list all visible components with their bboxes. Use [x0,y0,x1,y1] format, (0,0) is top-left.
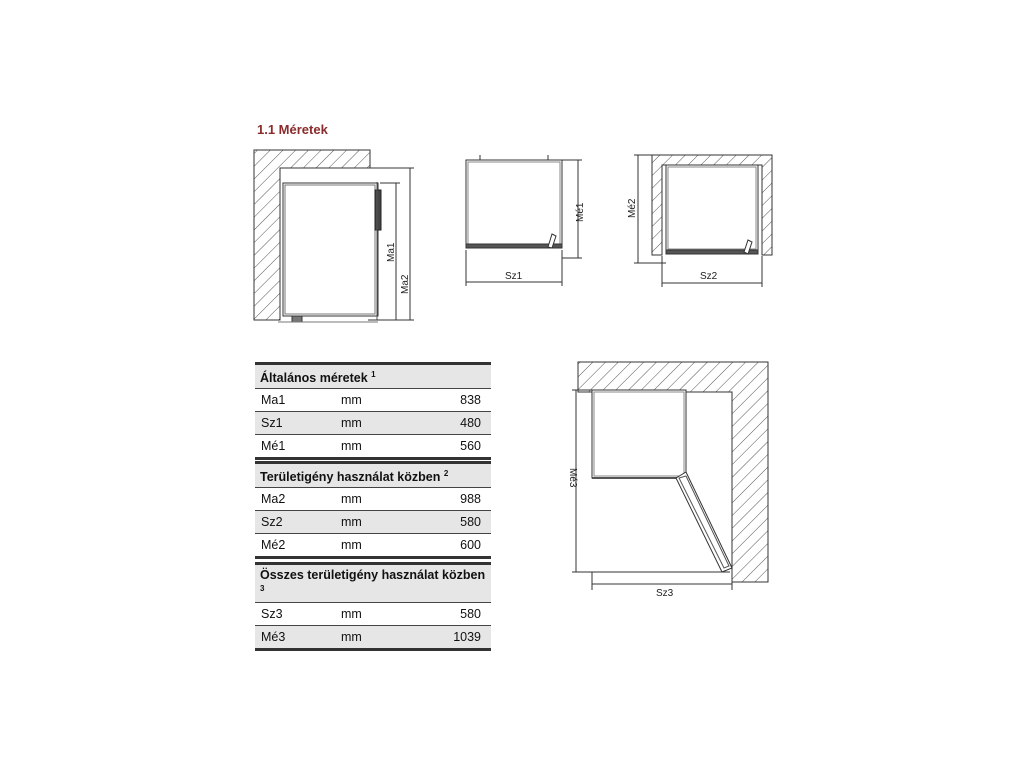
row-name: Sz1 [261,416,283,431]
table-row [255,602,491,625]
row-value: 580 [460,515,481,530]
row-name: Sz3 [261,607,283,622]
row-value: 1039 [453,630,481,645]
side-view-diagram [254,150,414,322]
label-me2: Mé2 [627,198,638,218]
row-value: 480 [460,416,481,431]
table-row [255,625,491,651]
table-heading [255,362,491,388]
label-sz2: Sz2 [700,271,718,282]
table-heading-text: Általános méretek [260,371,368,386]
general-dimensions-table [255,362,491,460]
table-row [255,411,491,434]
row-value: 988 [460,492,481,507]
door-open-diagram [572,362,768,590]
space-in-use-table [255,461,491,559]
row-value: 580 [460,607,481,622]
row-name: Mé3 [261,630,286,645]
table-heading-text: Összes területigény használat közben [260,568,486,582]
row-name: Ma2 [261,492,286,507]
row-unit: mm [341,630,362,645]
row-unit: mm [341,515,362,530]
row-name: Ma1 [261,393,286,408]
row-name: Sz2 [261,515,283,530]
total-space-table [255,562,491,651]
label-ma1: Ma1 [386,242,397,262]
row-unit: mm [341,439,362,454]
table-row [255,510,491,533]
label-sz1: Sz1 [505,271,523,282]
row-value: 838 [460,393,481,408]
table-row [255,487,491,510]
row-value: 560 [460,439,481,454]
row-unit: mm [341,416,362,431]
table-row [255,388,491,411]
table-row [255,434,491,460]
row-name: Mé2 [261,538,286,553]
label-me1: Mé1 [575,202,586,222]
top-view-closed-diagram [466,155,582,286]
label-sz3: Sz3 [656,588,674,599]
table-row [255,533,491,559]
row-unit: mm [341,607,362,622]
table-heading [255,461,491,487]
top-view-space-diagram [634,155,772,287]
table-heading [255,562,491,602]
footnote-marker: 3 [260,584,265,593]
label-ma2: Ma2 [400,274,411,294]
footnote-marker: 1 [371,370,376,379]
row-unit: mm [341,492,362,507]
label-me3: Mé3 [567,468,578,488]
table-heading-text: Területigény használat közben [260,470,441,485]
section-title: 1.1 Méretek [257,122,328,137]
row-value: 600 [460,538,481,553]
footnote-marker: 2 [443,469,449,478]
row-unit: mm [341,538,362,553]
row-unit: mm [341,393,362,408]
row-name: Mé1 [261,439,286,454]
